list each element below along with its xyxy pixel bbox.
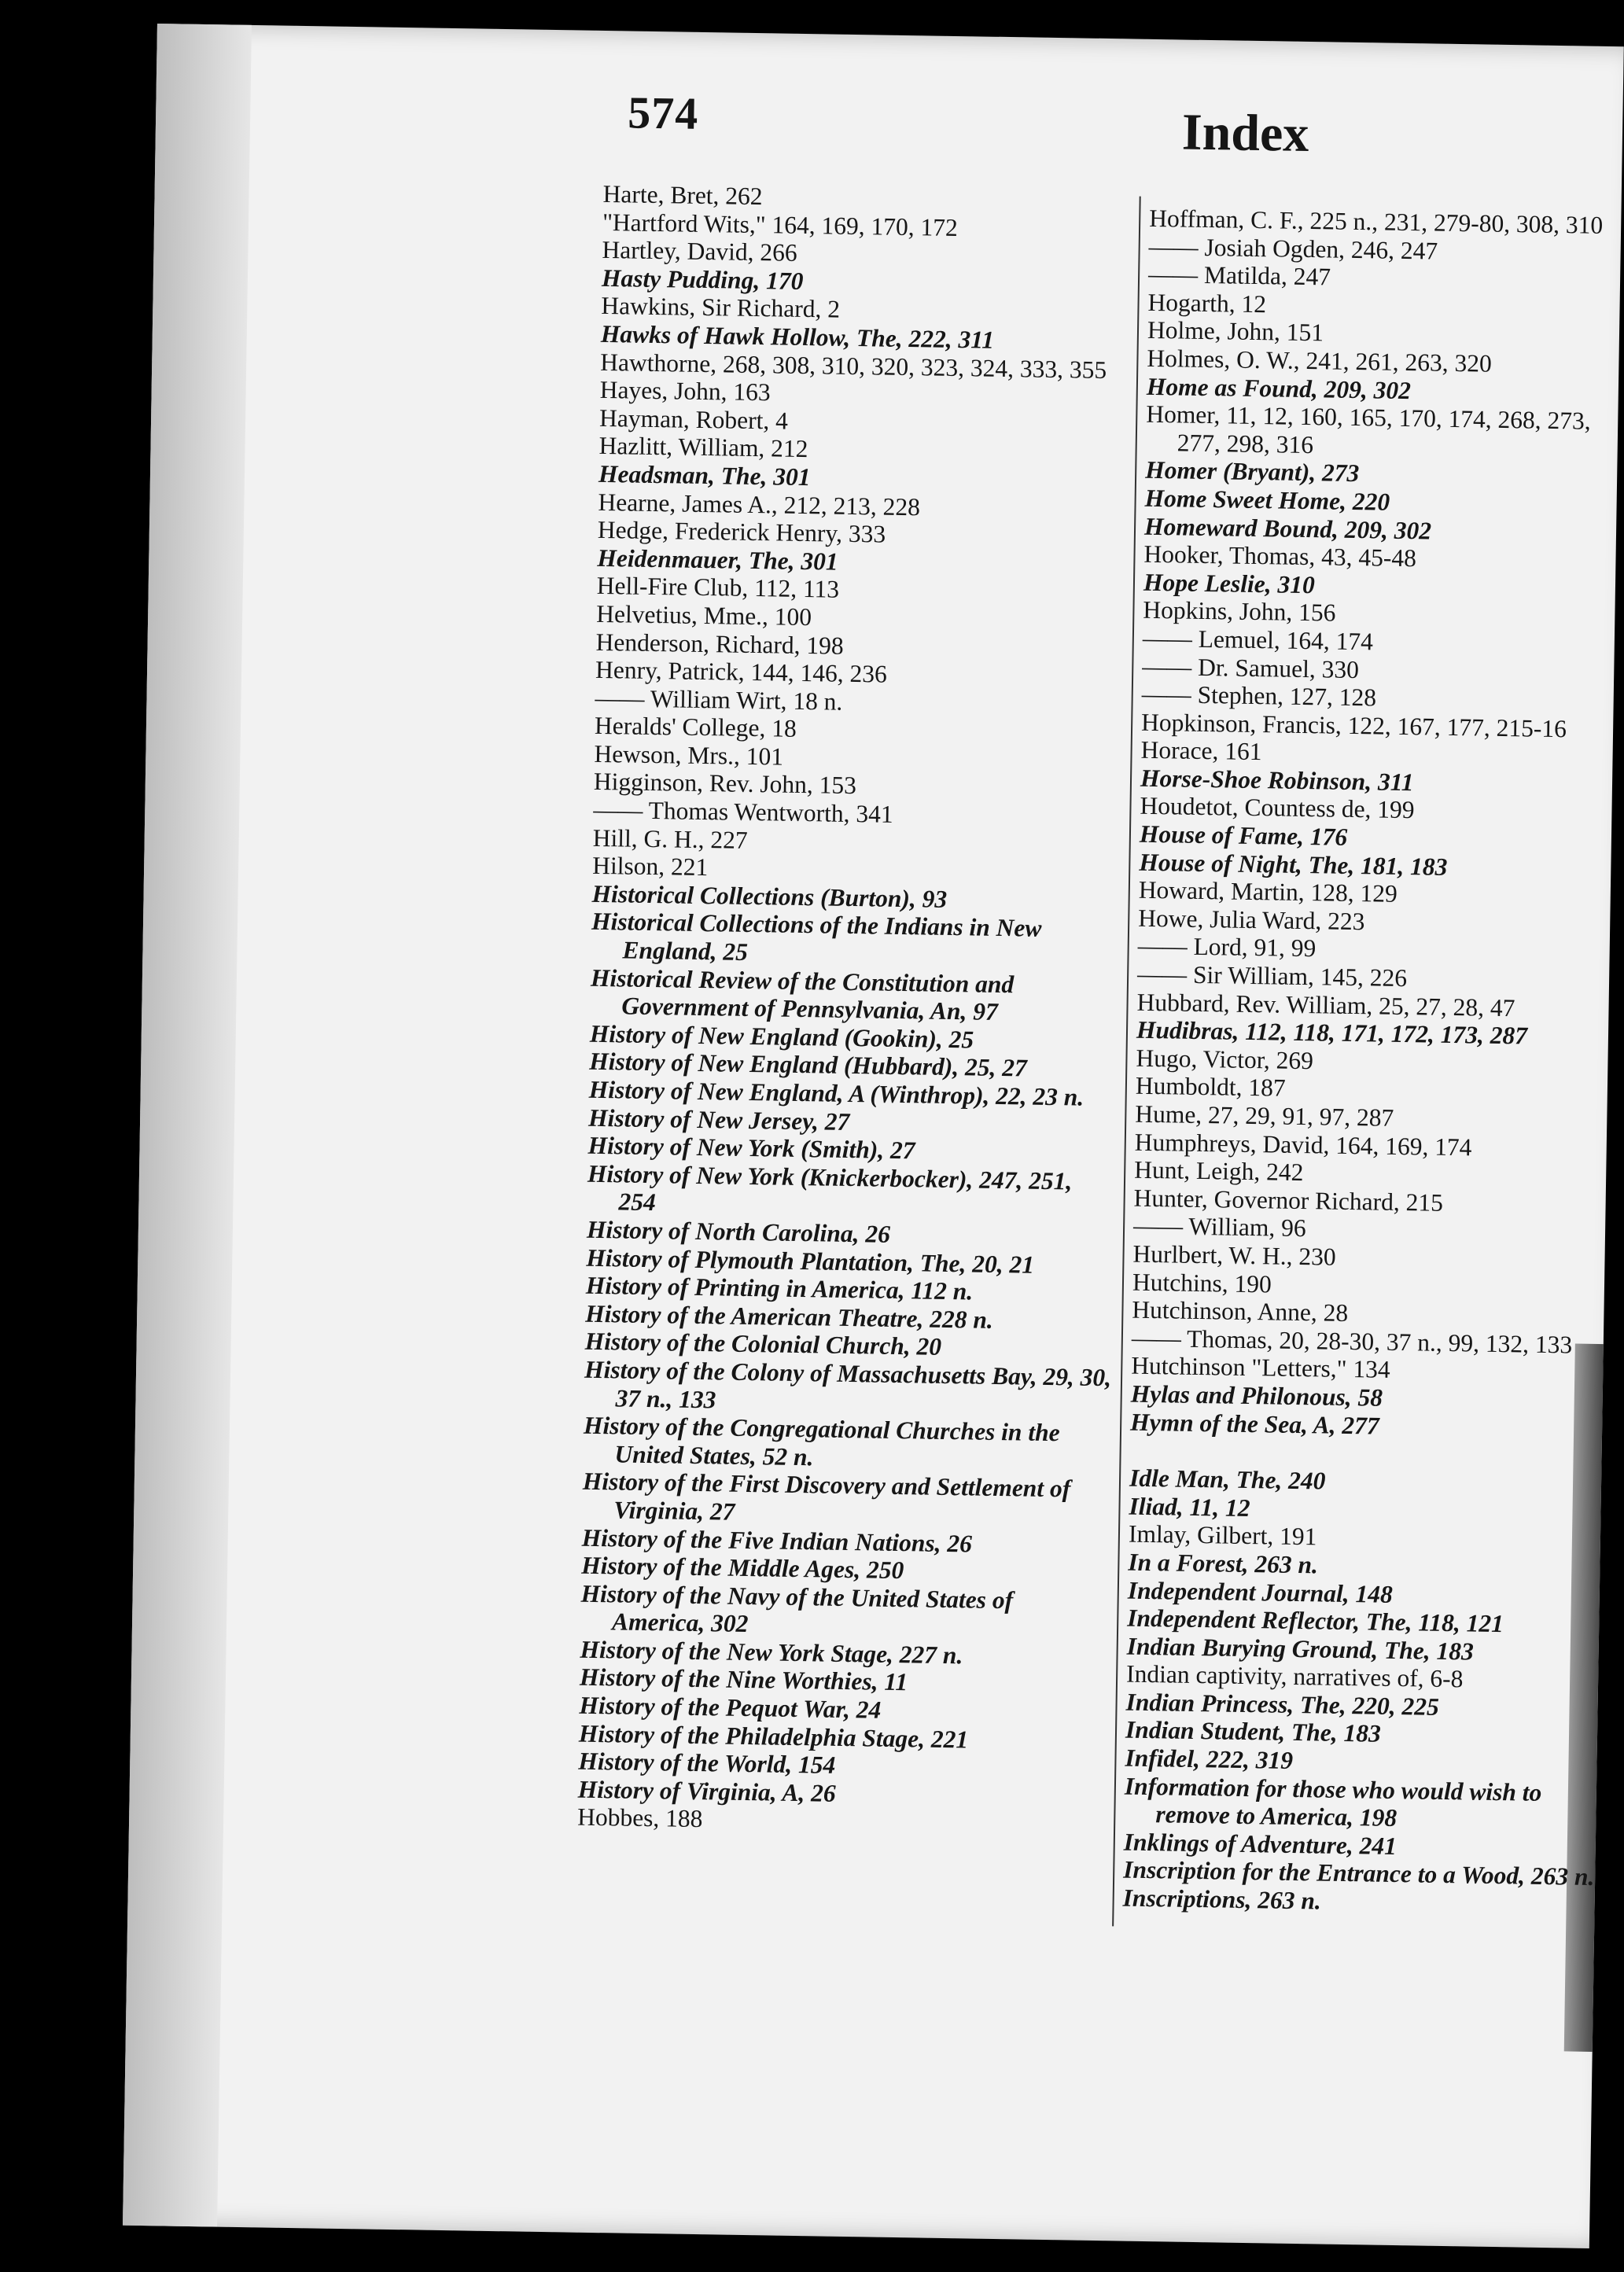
index-entry: History of New York (Knickerbocker), 247, 251, 254	[587, 1159, 1073, 1217]
index-entry: Indian Princess, The, 220, 225	[1125, 1688, 1440, 1721]
index-entry: Headsman, The, 301	[598, 459, 811, 492]
index-entry: —— Thomas Wentworth, 341	[593, 795, 893, 828]
index-entry: Indian Student, The, 183	[1125, 1716, 1382, 1748]
index-entry: Home Sweet Home, 220	[1144, 484, 1390, 516]
index-entry: History of the Pequot War, 24	[579, 1691, 882, 1724]
index-entry: Hewson, Mrs., 101	[594, 739, 784, 771]
index-entry: —— Lemuel, 164, 174	[1142, 624, 1374, 656]
index-entry: Hawthorne, 268, 308, 310, 320, 323, 324, 333, 355	[600, 348, 1107, 384]
index-entry: Indian Burying Ground, The, 183	[1126, 1632, 1475, 1666]
index-entry: Humboldt, 187	[1135, 1072, 1286, 1103]
index-column-left	[577, 180, 1130, 1839]
index-entry: —— Lord, 91, 99	[1137, 932, 1317, 963]
index-entry: History of the Philadelphia Stage, 221	[578, 1719, 969, 1754]
index-entry: Henderson, Richard, 198	[595, 628, 844, 660]
index-entry: Hugo, Victor, 269	[1136, 1044, 1314, 1075]
index-entry: Helvetius, Mme., 100	[596, 599, 812, 632]
index-entry: History of the Colonial Church, 20	[584, 1327, 942, 1361]
index-entry: Holme, John, 151	[1147, 316, 1324, 347]
index-entry: Hubbard, Rev. William, 25, 27, 28, 47	[1136, 988, 1515, 1022]
index-entry: Inklings of Adventure, 241	[1123, 1828, 1398, 1860]
index-entry: —— William Wirt, 18 n.	[595, 683, 843, 716]
page-header	[627, 86, 1336, 191]
index-column-right	[1122, 204, 1621, 1920]
index-entry: Homeward Bound, 209, 302	[1143, 512, 1432, 545]
index-entry: Hopkinson, Francis, 122, 167, 177, 215-16	[1140, 708, 1567, 742]
index-entry: Humphreys, David, 164, 169, 174	[1134, 1128, 1472, 1162]
index-entry: Hearne, James A., 212, 213, 228	[598, 488, 921, 521]
index-entry: History of New York (Smith), 27	[587, 1131, 915, 1165]
book-page	[123, 24, 1624, 2248]
index-entry: History of the New York Stage, 227 n.	[580, 1635, 963, 1670]
index-entry: Hurlbert, W. H., 230	[1132, 1239, 1336, 1271]
running-head: Index	[1181, 103, 1309, 164]
index-entry: Hunter, Governor Richard, 215	[1133, 1184, 1444, 1217]
index-entry: Hayes, John, 163	[599, 376, 771, 407]
index-entry: Harte, Bret, 262	[602, 179, 763, 211]
index-entry: Hymn of the Sea, A, 277	[1129, 1408, 1379, 1440]
index-entry: Hutchinson "Letters," 134	[1131, 1352, 1390, 1384]
index-entry: History of the First Discovery and Settlement of Virginia, 27	[582, 1467, 1071, 1526]
index-entry: —— Josiah Ogden, 246, 247	[1148, 232, 1438, 265]
index-entry: Hooker, Thomas, 43, 45-48	[1143, 539, 1417, 573]
index-entry: Hume, 27, 29, 91, 97, 287	[1135, 1099, 1394, 1132]
index-entry: Holmes, O. W., 241, 261, 263, 320	[1147, 344, 1493, 377]
index-entry: —— Matilda, 247	[1147, 260, 1331, 291]
index-entry: —— Dr. Samuel, 330	[1142, 652, 1360, 683]
index-entry: Hartley, David, 266	[602, 236, 797, 267]
index-entry: Hill, G. H., 227	[592, 823, 748, 854]
index-entry: Hunt, Leigh, 242	[1133, 1155, 1304, 1187]
binding-shadow	[123, 24, 252, 2227]
index-entry: History of New England, A (Winthrop), 22, 23 n.	[588, 1075, 1085, 1111]
index-entry: Heralds' College, 18	[594, 712, 797, 743]
index-entry: Horse-Shoe Robinson, 311	[1140, 764, 1414, 797]
index-entry: Historical Collections (Burton), 93	[591, 879, 948, 913]
index-entry: —— William, 96	[1132, 1212, 1306, 1243]
index-entry: Hopkins, John, 156	[1143, 596, 1336, 627]
index-entry: Hylas and Philonous, 58	[1130, 1379, 1383, 1412]
index-entry: History of New Jersey, 27	[587, 1103, 850, 1136]
index-entry: Houdetot, Countess de, 199	[1140, 792, 1415, 824]
index-entry: Hawkins, Sir Richard, 2	[601, 292, 841, 324]
index-entry: Hudibras, 112, 118, 171, 172, 173, 287	[1136, 1015, 1528, 1050]
index-entry: History of the Five Indian Nations, 26	[581, 1523, 973, 1558]
index-entry: Hoffman, C. F., 225 n., 231, 279-80, 308, 310	[1148, 204, 1604, 239]
index-entry: History of the Middle Ages, 250	[581, 1551, 904, 1585]
index-entry: Hayman, Robert, 4	[598, 403, 789, 435]
index-entry: Iliad, 11, 12	[1129, 1492, 1250, 1522]
index-entry: Imlay, Gilbert, 191	[1128, 1519, 1317, 1551]
index-entry: Hasty Pudding, 170	[601, 263, 804, 295]
index-entry: Hedge, Frederick Henry, 333	[597, 516, 886, 548]
index-entry: Howard, Martin, 128, 129	[1138, 875, 1398, 908]
index-entry: History of Printing in America, 112 n.	[585, 1271, 974, 1305]
index-entry: History of the Navy of the United States of America, 302	[580, 1579, 1014, 1638]
index-entry: Hell-Fire Club, 112, 113	[596, 572, 840, 604]
index-entry: History of New England (Hubbard), 25, 27	[589, 1048, 1028, 1082]
index-entry: History of Plymouth Plantation, The, 20, 21	[586, 1243, 1035, 1279]
index-entry: History of New England (Gookin), 25	[589, 1019, 974, 1054]
page-number: 574	[627, 87, 699, 139]
index-entry: "Hartford Wits," 164, 169, 170, 172	[602, 208, 959, 241]
index-entry: Idle Man, The, 240	[1129, 1464, 1326, 1495]
index-entry: House of Night, The, 181, 183	[1139, 848, 1448, 881]
index-entry: Hawks of Hawk Hollow, The, 222, 311	[600, 319, 995, 354]
index-entry: —— Sir William, 145, 226	[1136, 959, 1408, 992]
index-entry: Inscription for the Entrance to a Wood, 263 n.	[1123, 1856, 1595, 1891]
index-entry: History of the Colony of Massachusetts Bay, 29, 30, 37 n., 133	[584, 1355, 1112, 1413]
index-entry: Independent Reflector, The, 118, 121	[1127, 1604, 1504, 1638]
index-entry: Homer, 11, 12, 160, 165, 170, 174, 268, 273, 277, 298, 316	[1146, 400, 1591, 458]
index-entry: Horace, 161	[1140, 736, 1262, 766]
index-entry: Indian captivity, narratives of, 6-8	[1125, 1659, 1464, 1693]
index-entry: Historical Review of the Constitution and Government of Pennsylvania, An, 97	[590, 963, 1015, 1026]
index-entry: Heidenmauer, The, 301	[597, 543, 838, 576]
index-entry: Independent Journal, 148	[1127, 1576, 1394, 1608]
index-entry: Hogarth, 12	[1147, 288, 1267, 318]
index-entry: Homer (Bryant), 273	[1144, 456, 1360, 488]
index-entry: Hobbes, 188	[576, 1803, 703, 1833]
index-entry: Hutchins, 190	[1132, 1268, 1272, 1298]
index-entry: —— Thomas, 20, 28-30, 37 n., 99, 132, 133	[1131, 1324, 1573, 1359]
index-entry: Howe, Julia Ward, 223	[1138, 904, 1365, 936]
index-entry: Henry, Patrick, 144, 146, 236	[595, 655, 888, 688]
index-entry: Information for those who would wish to remove to America, 198	[1124, 1772, 1542, 1832]
index-entry: Hutchinson, Anne, 28	[1132, 1295, 1349, 1327]
index-entry: House of Fame, 176	[1139, 819, 1348, 851]
index-entry: Inscriptions, 263 n.	[1122, 1884, 1322, 1915]
index-entry: Hilson, 221	[591, 852, 709, 882]
index-entry: In a Forest, 263 n.	[1128, 1548, 1319, 1579]
index-entry: Hope Leslie, 310	[1143, 568, 1316, 598]
index-entry: History of the Congregational Churches in the United States, 52 n.	[583, 1411, 1060, 1471]
index-entry: Higginson, Rev. John, 153	[593, 768, 857, 800]
index-entry: Home as Found, 209, 302	[1146, 372, 1412, 404]
index-entry: History of North Carolina, 26	[586, 1215, 891, 1248]
index-entry: Historical Collections of the Indians in New England, 25	[591, 908, 1042, 966]
index-entry: —— Stephen, 127, 128	[1141, 679, 1377, 712]
index-entry: History of the Nine Worthies, 11	[579, 1663, 908, 1696]
index-entry: History of the American Theatre, 228 n.	[585, 1299, 994, 1334]
index-entry: History of the World, 154	[578, 1747, 836, 1780]
index-entry: Hazlitt, William, 212	[598, 432, 808, 463]
index-entry: Infidel, 222, 319	[1125, 1744, 1294, 1775]
index-entry: History of Virginia, A, 26	[577, 1775, 836, 1807]
